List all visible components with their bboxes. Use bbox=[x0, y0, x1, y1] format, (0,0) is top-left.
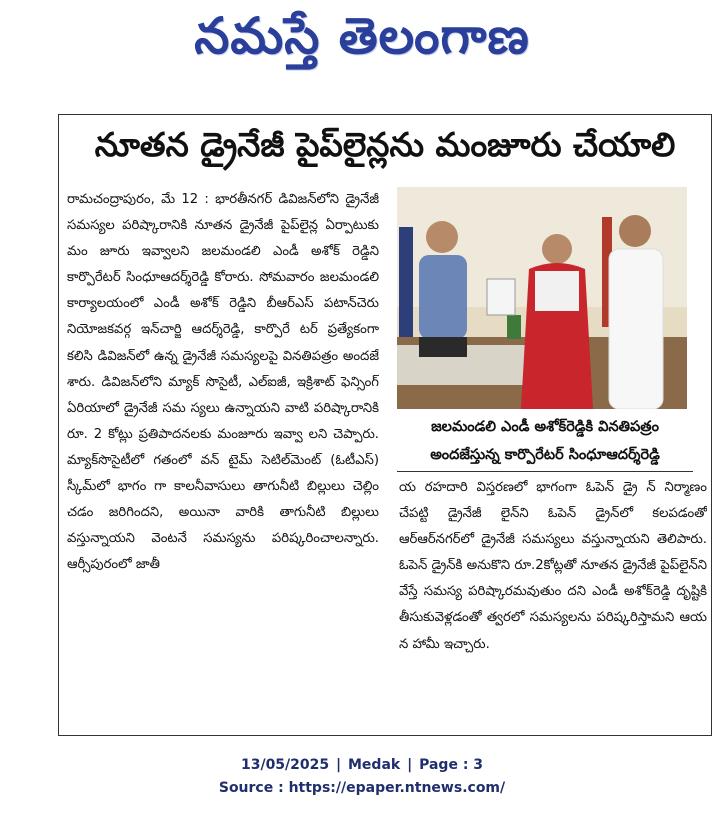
article-headline: నూతన డ్రైనేజీ పైప్‌లైన్లను మంజూరు చేయాలి bbox=[94, 124, 676, 164]
newspaper-masthead bbox=[0, 0, 724, 78]
caption-line-1: జలమండలి ఎండీ అశోక్‌రెడ్డికి వినతిపత్రం bbox=[431, 419, 659, 435]
footer-edition: Medak bbox=[348, 757, 401, 773]
news-photo bbox=[397, 187, 687, 409]
footer-source[interactable]: Source : https://epaper.ntnews.com/ bbox=[218, 780, 506, 796]
footer-separator: | bbox=[407, 757, 413, 773]
footer-page: Page : 3 bbox=[419, 757, 484, 773]
photo-illustration bbox=[397, 187, 687, 409]
masthead-title: నమస్తే తెలంగాణ bbox=[194, 6, 530, 65]
article-body-left-column: రామచంద్రాపురం, మే 12 : భారతీనగర్ డివిజన్‌లోని డ్రైనేజీ సమస్యల పరిష్కారానికి నూతన డ్రైనేజీ పైప్‌లైన్ల ఏర్పాటుకు మం జూరు ఇవ్వాలని జలమండలి ఎండీ అశోక్ రెడ్డిని కార్పొరేటర్ సింధూఆదర్శ్‌రెడ్డి కోరారు. సోమవారం జలమండలి కార్యాలయంలో ఎండీ అశోక్ రెడ్డిని బీఆర్ఎస్ పటాన్‌చెరు నియోజకవర్గ ఇన్‌చార్జి ఆదర్శ్‌రెడ్డి, కార్పొరే టర్ ప్రత్యేకంగా కలిసి డివిజన్‌లో ఉన్న డ్రైనేజీ సమస్యలపై వినతిపత్రం అందజే శారు. డివిజన్‌లోని మ్యాక్ సొసైటీ, ఎల్ఐజీ, ఇక్రిశాట్ ఫెన్సింగ్ ఏరియాలో డ్రైనేజీ సమ స్యలు ఉన్నాయని వాటి పరిష్కారానికి రూ. 2 కోట్లు ప్రతిపాదనలకు మంజూరు ఇవ్వా లని చెప్పారు. మ్యాక్‌సొసైటీలో గతంలో వన్ టైమ్ సెటిల్‌మెంట్ (ఓటీఎస్) స్కీమ్‌లో భాగం గా కాలనీవాసులు తాగునీటి బిల్లులు చెల్లిం చడం జరిగిందని, అయినా వారికి తాగునీటి బిల్లులు వస్తున్నాయని వెంటనే సమస్యను పరిష్కరించాలన్నారు. ఆర్సీపురంలో జాతీ bbox=[67, 192, 379, 573]
caption-line-2: అందజేస్తున్న కార్పొరేటర్ సింధూఆదర్శ్‌రెడ్డి bbox=[430, 447, 660, 463]
news-clipping bbox=[58, 114, 712, 736]
photo-caption bbox=[397, 413, 693, 472]
footer-meta-line bbox=[0, 754, 724, 777]
clipping-footer bbox=[0, 754, 724, 800]
article-body-right-column: య రహదారి విస్తరణలో భాగంగా ఓపెన్ డ్రై న్ నిర్మాణం చేపట్టి డ్రైనేజీ లైన్‌ని ఓపెన్ డ్రైన్‌లో కలపడంతో ఆర్ఆర్‌నగర్‌లో డ్రైనేజీ సమస్యలు వస్తున్నాయని తెలిపారు. ఓపెన్ డ్రైన్‌కి అనుకొని రూ.2కోట్లతో నూతన డ్రైనేజీ పైప్‌లైన్‌ని వేస్తే సమస్య పరిష్కారమవుతుం దని ఎండీ అశోక్‌రెడ్డి దృష్టికి తీసుకువెళ్లడంతో త్వరలో సమస్యలను పరిష్కరిస్తామని ఆయ న హామీ ఇచ్చారు. bbox=[399, 480, 707, 652]
footer-date: 13/05/2025 bbox=[240, 757, 330, 773]
footer-separator: | bbox=[336, 757, 342, 773]
